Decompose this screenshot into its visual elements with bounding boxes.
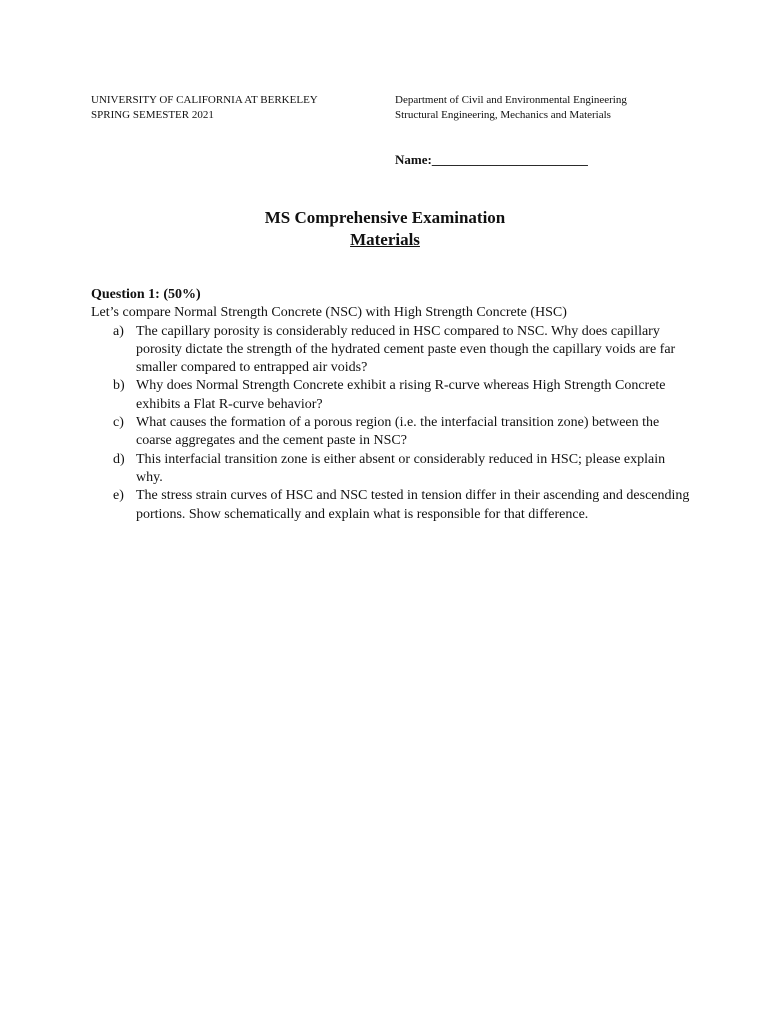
question-heading: Question 1: (50%) [91,287,201,302]
question-item-c [91,414,691,451]
item-marker: d) [113,451,125,467]
university-header [91,93,318,123]
item-marker: a) [113,323,124,339]
question-item-b [91,377,691,414]
university-name: UNIVERSITY OF CALIFORNIA AT BERKELEY [91,94,318,106]
item-marker: e) [113,488,124,504]
question-item-a [91,323,691,378]
item-text: The stress strain curves of HSC and NSC tested in tension differ in their ascending and descending portions. Show schematically and explain what is responsible for that difference. [136,488,690,522]
item-marker: b) [113,378,125,394]
item-text: The capillary porosity is considerably reduced in HSC compared to NSC. Why does capillary porosity dictate the strength of the hydrated cement paste even though the capillary voids are far smaller compared to entrapped air voids? [136,323,676,376]
item-marker: c) [113,415,124,431]
department-header [395,93,627,123]
name-field: Name:________________________ [395,152,588,167]
question-1 [91,286,691,524]
exam-title: MS Comprehensive Examination [264,208,506,227]
semester: SPRING SEMESTER 2021 [91,109,214,121]
item-text: This interfacial transition zone is either absent or considerably reduced in HSC; please explain why. [136,451,666,485]
question-item-d [91,451,691,488]
program-name: Structural Engineering, Mechanics and Materials [395,109,611,121]
department-name: Department of Civil and Environmental Engineering [395,94,627,106]
item-text: What causes the formation of a porous region (i.e. the interfacial transition zone) between the coarse aggregates and the cement paste in NSC? [136,415,660,449]
exam-subject: Materials [350,230,420,249]
exam-title-block [0,207,770,251]
question-items [91,323,691,524]
item-text: Why does Normal Strength Concrete exhibit a rising R-curve whereas High Strength Concrete exhibits a Flat R-curve behavior? [136,378,666,412]
question-item-e [91,487,691,524]
question-intro: Let’s compare Normal Strength Concrete (NSC) with High Strength Concrete (HSC) [91,305,567,321]
